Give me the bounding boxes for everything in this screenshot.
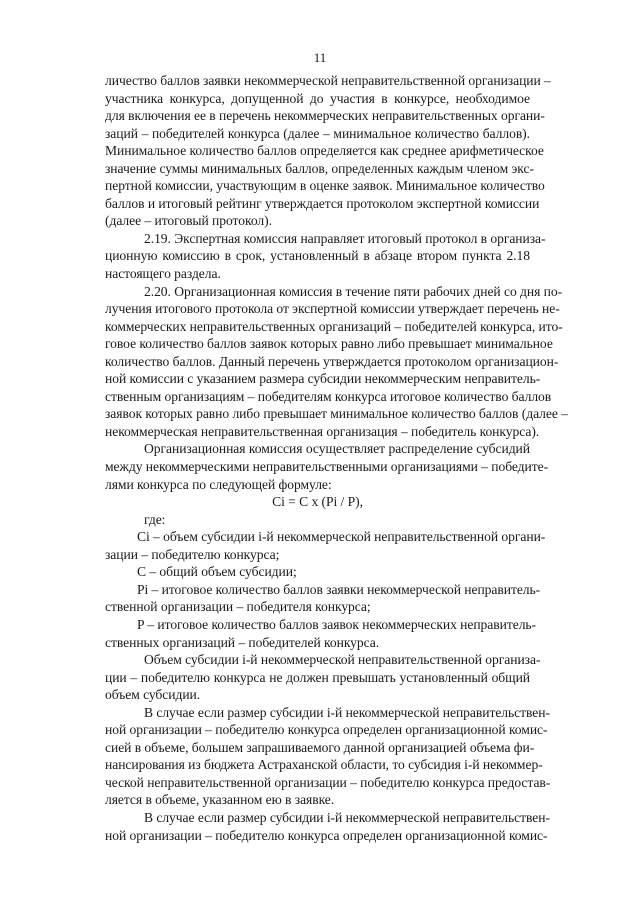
text-line: Организационная комиссия осуществляет распределение субсидий: [144, 441, 530, 457]
paragraph: [105, 616, 537, 651]
page-number: 11: [313, 50, 327, 65]
text-line: ственной организации – победителя конкурса;: [105, 599, 371, 615]
text-line: сией в объеме, большем запрашиваемого данной организацией объема фи-: [105, 739, 535, 755]
text-line: где:: [144, 511, 166, 527]
text-line: Ci – объем субсидии i-й некоммерческой неправительственной органи-: [137, 529, 546, 545]
text-line: В случае если размер субсидии i-й некоммерческой неправительствен-: [144, 809, 550, 825]
text-line: 2.20. Организационная комиссия в течение пяти рабочих дней со дня по-: [144, 283, 563, 299]
text-line: участника конкурса, допущенной до участия в конкурсе, необходимое: [105, 90, 530, 106]
text-line: (далее – итоговый протокол).: [105, 213, 272, 229]
text-line: В случае если размер субсидии i-й некоммерческой неправительствен-: [144, 704, 550, 720]
text-line: лями конкурса по следующей формуле:: [105, 476, 332, 492]
text-line: количество баллов. Данный перечень утверждается протоколом организацион-: [105, 353, 559, 369]
paragraph: [105, 528, 546, 563]
paragraph: [105, 440, 549, 493]
text-line: ческой неправительственной организации – победителю конкурса предостав-: [105, 774, 551, 790]
text-line: баллов и итоговый рейтинг утверждается протоколом экспертной комиссии: [105, 195, 540, 211]
text-line: нансирования из бюджета Астраханской области, то субсидия i-й некоммер-: [105, 757, 543, 773]
text-line: C – общий объем субсидии;: [137, 564, 297, 580]
text-line: Объем субсидии i-й некоммерческой неправительственной организа-: [144, 652, 541, 668]
text-line: Pi – итоговое количество баллов заявки некоммерческой неправитель-: [137, 581, 541, 597]
text-line: коммерческих неправительственных организаций – победителей конкурса, ито-: [105, 318, 563, 334]
text-line: говое количество баллов заявок которых равно либо превышает минимальное: [105, 336, 553, 352]
paragraph: [105, 493, 530, 511]
paragraph: [105, 581, 541, 616]
text-line: между некоммерческими неправительственными организациями – победите-: [105, 459, 549, 475]
paragraph: [105, 704, 551, 809]
text-line: объем субсидии.: [105, 687, 201, 703]
paragraph: [105, 72, 551, 230]
text-line: ционную комиссию в срок, установленный в абзаце втором пункта 2.18: [105, 248, 530, 264]
text-line: 2.19. Экспертная комиссия направляет итоговый протокол в организа-: [144, 230, 546, 246]
text-line: ственных организаций – победителей конкурса.: [105, 634, 380, 650]
paragraph: [105, 809, 550, 844]
text-line: заявок которых равно либо превышает минимальное количество баллов (далее –: [105, 406, 568, 422]
text-line: ственным организациям – победителям конкурса итоговое количество баллов: [105, 388, 552, 404]
paragraph: [105, 511, 530, 529]
text-line: ной комиссии с указанием размера субсидии некоммерческим неправитель-: [105, 371, 541, 387]
paragraph: [105, 563, 530, 581]
text-line: Минимальное количество баллов определяется как среднее арифметическое: [105, 143, 544, 159]
document-body: [105, 72, 568, 844]
paragraph: [105, 230, 546, 283]
text-line: P – итоговое количество баллов заявок некоммерческих неправитель-: [137, 616, 537, 632]
text-line: личество баллов заявки некоммерческой неправительственной организации –: [105, 73, 551, 88]
text-line: ной организации – победителю конкурса определен организационной комис-: [105, 722, 548, 738]
text-line: настоящего раздела.: [105, 266, 221, 282]
text-line: ляется в объеме, указанном ею в заявке.: [105, 792, 335, 808]
text-line: зации – победителю конкурса;: [105, 546, 280, 562]
text-line: значение суммы минимальных баллов, определенных каждым членом экс-: [105, 160, 534, 176]
text-line: пертной комиссии, участвующим в оценке заявок. Минимальное количество: [105, 178, 545, 194]
paragraph: [105, 651, 541, 704]
text-line: ной организации – победителю конкурса определен организационной комис-: [105, 827, 548, 843]
paragraph: [105, 283, 568, 441]
text-line: некоммерческая неправительственная организация – победитель конкурса).: [105, 423, 540, 439]
text-line: ции – победителю конкурса не должен превышать установленный общий: [105, 669, 530, 685]
text-line: для включения ее в перечень некоммерческих неправительственных органи-: [105, 108, 545, 124]
formula: Ci = C x (Pi / P),: [272, 494, 363, 510]
text-line: лучения итогового протокола от экспертной комиссии утверждает перечень не-: [105, 301, 560, 317]
text-line: заций – победителей конкурса (далее – минимальное количество баллов).: [105, 125, 530, 141]
